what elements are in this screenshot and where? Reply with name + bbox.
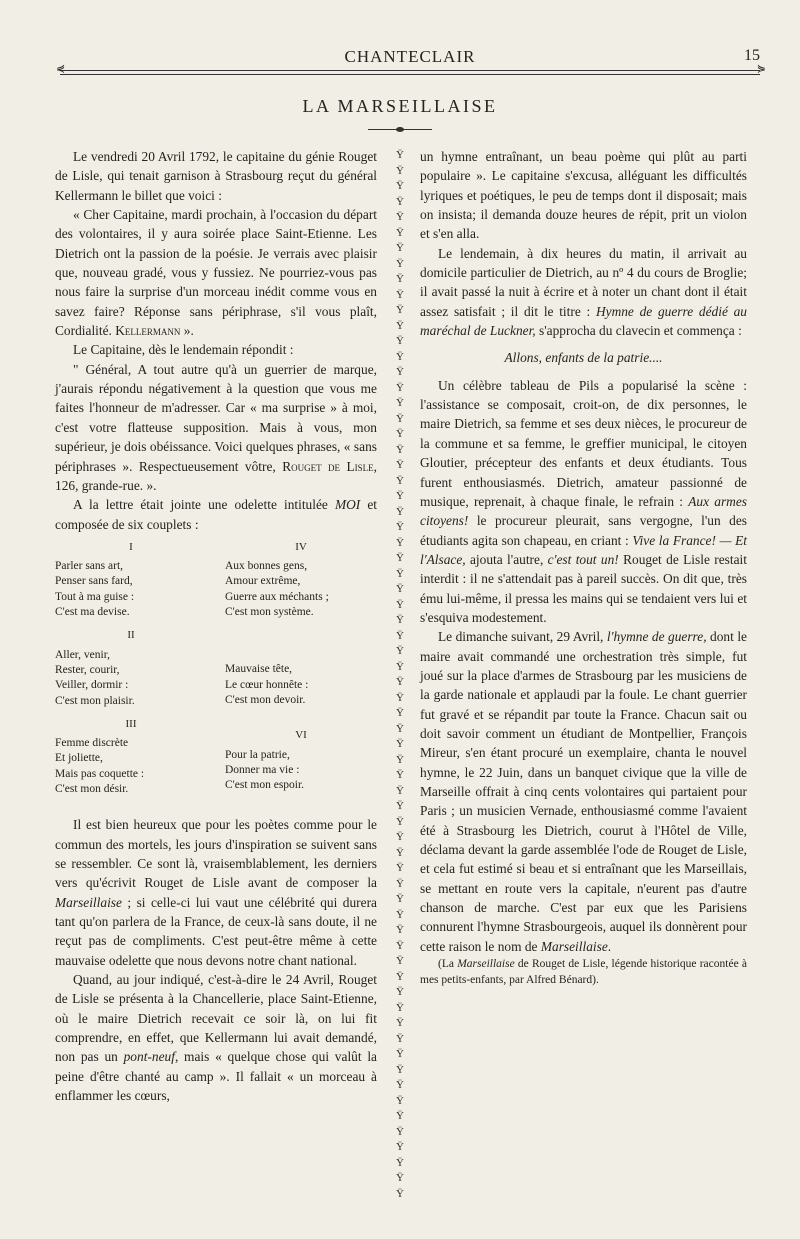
divider-ornament-icon: Ϋ xyxy=(396,583,404,595)
paragraph: Le Capitaine, dès le lendemain répondit : xyxy=(73,342,294,358)
divider-ornament-icon: Ϋ xyxy=(396,815,404,828)
divider-ornament-icon: Ϋ xyxy=(396,1079,404,1091)
divider-ornament-icon: Ϋ xyxy=(396,195,404,208)
column-divider xyxy=(394,148,406,1198)
divider-ornament-icon: Ϋ xyxy=(396,459,404,471)
article-title: LA MARSEILLAISE xyxy=(302,96,498,116)
signature-kellermann: Kellermann xyxy=(115,323,181,339)
divider-ornament-icon: Ϋ xyxy=(396,149,404,161)
divider-ornament-icon: Ϋ xyxy=(396,304,404,316)
paragraph: « Cher Capitaine, mardi prochain, à l'occasion du départ des volontaires, il y aura soirée place Saint-Etienne. Les Dietrich ont la passion de la poésie. Je verrais avec plaisir que, nouveau gradé, vous y fussiez. Ne pourriez-vous pas nous faire la surprise d'un morceau inédit comme vous en savez faire? Réponse sans périphrase, s'il vous plaît, Cordialité. Kellermann ». xyxy=(55,207,377,339)
divider-ornament-icon: Ϋ xyxy=(396,955,404,967)
stanza: III Femme discrète Et joliette, Mais pas coquette : C'est mon désir. xyxy=(55,717,145,796)
divider-ornament-icon: Ϋ xyxy=(396,784,404,797)
divider-ornament-icon: Ϋ xyxy=(396,738,404,750)
divider-ornament-icon: Ϋ xyxy=(396,691,404,704)
divider-ornament-icon: Ϋ xyxy=(396,862,404,874)
paragraph: " Général, A tout autre qu'à un guerrier de marque, j'aurais répondu négativement à la question que vous me faites l'honneur de m'adresser. Car « ma surprise » à moi, c'est votre flatteuse supposition. Mais à vous, mon supérieur, je dois obéissance. Voici quelques phrases, « sans périphrases ». Respectueusement vôtre, Rouget de Lisle, 126, grande-rue. ». xyxy=(55,361,377,493)
divider-ornament-icon: Ϋ xyxy=(396,273,404,285)
divider-ornament-icon: Ϋ xyxy=(396,257,404,270)
divider-ornament-icon: Ϋ xyxy=(396,443,404,456)
divider-ornament-icon: Ϋ xyxy=(396,707,404,719)
magazine-title: CHANTECLAIR xyxy=(344,47,476,66)
running-header xyxy=(56,47,766,77)
divider-ornament-icon: Ϋ xyxy=(396,939,404,952)
left-column xyxy=(55,147,377,1105)
poem-column-right xyxy=(225,540,377,805)
divider-ornament-icon: Ϋ xyxy=(396,722,404,735)
divider-ornament-icon: Ϋ xyxy=(396,536,404,549)
divider-ornament-icon: Ϋ xyxy=(396,676,404,688)
divider-ornament-icon: Ϋ xyxy=(396,552,404,564)
page-number: 15 xyxy=(744,47,760,64)
divider-ornament-icon: Ϋ xyxy=(396,490,404,502)
divider-ornament-icon: Ϋ xyxy=(396,505,404,518)
paragraph: Il est bien heureux que pour les poètes comme pour le commun des mortels, les jours d'inspiration se suivent sans se ressembler. Ce sont là, vraisemblablement, les derniers vers qu'écrivit Rouget de Lisle avant de composer la Marseillaise ; si celle-ci lui vaut une célébrité qui durera tant qu'on parlera de la France, de ceux-là sans doute, il ne reçut pas de compliments. C'est peut-être même à cette mauvaise odelette que nous devons notre chant national. xyxy=(55,817,377,968)
right-column xyxy=(420,147,747,988)
divider-ornament-icon: Ϋ xyxy=(396,226,404,239)
divider-ornament-icon: Ϋ xyxy=(396,319,404,332)
paragraph: A la lettre était jointe une odelette intitulée MOI et composée de six couplets : xyxy=(55,497,378,532)
divider-ornament-icon: Ϋ xyxy=(396,1017,404,1029)
divider-ornament-icon: Ϋ xyxy=(396,629,404,642)
divider-ornament-icon: Ϋ xyxy=(396,908,404,921)
divider-ornament-icon: Ϋ xyxy=(396,335,404,347)
paragraph: Le lendemain, à dix heures du matin, il arrivait au domicile particulier de Dietrich, au nº 4 du cours de Broglie; il avait passé la nuit à écrire et à noter un chant dont il était assez satisfait ; il dit le titre : Hymne de guerre dédié au maréchal de Luckner, s'approcha du clavecin et commença : xyxy=(420,245,748,339)
divider-ornament-icon: Ϋ xyxy=(396,366,404,378)
rule-ornament-right-icon: ⋟ xyxy=(756,63,766,75)
divider-ornament-icon: Ϋ xyxy=(396,381,404,394)
stanza: VI Pour la patrie, Donner ma vie : C'est mon espoir. xyxy=(225,729,307,792)
poem-column-left xyxy=(55,540,207,805)
divider-ornament-icon: Ϋ xyxy=(396,893,404,905)
divider-ornament-icon: Ϋ xyxy=(396,769,404,781)
divider-ornament-icon: Ϋ xyxy=(396,598,404,611)
divider-ornament-icon: Ϋ xyxy=(396,1110,404,1122)
divider-ornament-icon: Ϋ xyxy=(396,242,404,254)
divider-ornament-icon: Ϋ xyxy=(396,1172,404,1184)
rule-ornament-left-icon: ⋞ xyxy=(56,63,66,75)
divider-ornament-icon: Ϋ xyxy=(396,986,404,998)
title-ornament xyxy=(368,127,432,132)
paragraph: un hymne entraînant, un beau poème qui plût au parti populaire ». Le capitaine s'excusa, alléguant les difficultés lyriques et poétiques, le peu de temps dont il disposait; mais on insista; il demanda douze heures de répit, prit un violon et s'en alla. xyxy=(420,149,747,242)
divider-ornament-icon: Ϋ xyxy=(396,877,404,890)
paragraph: Le vendredi 20 Avril 1792, le capitaine du génie Rouget de Lisle, qui tenait garnison à Strasbourg reçut du général Kellermann le billet que voici : xyxy=(55,149,377,203)
divider-ornament-icon: Ϋ xyxy=(396,1094,404,1107)
divider-ornament-icon: Ϋ xyxy=(396,1063,404,1076)
divider-ornament-icon: Ϋ xyxy=(396,1187,404,1198)
header-rule xyxy=(60,70,760,75)
divider-ornament-icon: Ϋ xyxy=(396,164,404,177)
paragraph: Le dimanche suivant, 29 Avril, l'hymne de guerre, dont le maire avait commandé une orchestration très simple, fut joué sur la place d'armes de Strasbourg par les musiciens de la garde nationale et applaudi par la foule. Le chant guerrier fut gravé et se répandit par toute la France. Chacun sait ou doit savoir comment un étudiant de Montpellier, François Mireur, s'en étant procuré un exemplaire, chanta le nouvel hymne, le 22 Juin, dans un banquet civique que la ville de Marseille offrait à cinq cents volontaires qui partaient pour Paris ; un musicien Vernade, enthousiasmé comme l'avaient été à Strasbourg les Dietrich, courut à l'Hôtel de Ville, déclama devant la garde assemblée l'ode de Rouget de Lisle, et cela fut estimé si beau et si entraînant que les Marseillais, se mettant en route vers la capitale, n'eurent pas d'autre chanson de marche. C'est par eux que les Parisiens connurent l'hymne Strasbourgeois, auquel ils donnèrent pour cette raison le nom de Marseillaise. xyxy=(420,629,747,954)
divider-ornament-icon: Ϋ xyxy=(396,567,404,580)
divider-ornament-icon: Ϋ xyxy=(396,846,404,859)
signature-rouget: Rouget de Lisle xyxy=(282,458,374,474)
divider-ornament-icon: Ϋ xyxy=(396,1048,404,1060)
divider-ornament-icon: Ϋ xyxy=(396,412,404,425)
divider-ornament-icon: Ϋ xyxy=(396,428,404,440)
song-incipit: Allons, enfants de la patrie.... xyxy=(504,350,663,366)
divider-ornament-icon: Ϋ xyxy=(396,1156,404,1169)
divider-ornament-icon: Ϋ xyxy=(396,1141,404,1153)
paragraph: Un célèbre tableau de Pils a popularisé la scène : l'assistance se composait, croit-on, de dix personnes, le maire Dietrich, sa femme et ses deux nièces, le procureur de la commune et sa femme, le greffier municipal, le citoyen Gloutier, précepteur des enfants et deux étudiants. Tous furent enthousiasmés. Dietrich, amateur passionné de musique, reprenait, à chaque finale, le refrain : Aux armes citoyens! le procureur pleurait, sans vergogne, l'un des étudiants agita son chapeau, en criant : Vive la France! — Et l'Alsace, ajouta l'autre, c'est tout un! Rouget de Lisle restait interdit : il ne s'attendait pas à pareil succès. On dit que, très ému lui-même, il pressa les mains qui se tendaient vers lui et s'esquiva modestement. xyxy=(420,377,747,625)
stanza: IV Aux bonnes gens, Amour extrême, Guerre aux méchants ; C'est mon système. xyxy=(225,540,329,619)
divider-ornament-icon: Ϋ xyxy=(396,1032,404,1045)
divider-ornament-icon: Ϋ xyxy=(396,831,404,843)
paragraph: Quand, au jour indiqué, c'est-à-dire le 24 Avril, Rouget de Lisle se présenta à la Chancellerie, place Saint-Etienne, où le maire Dietrich recevait ce soir là, on lui fit comprendre, en effet, que Kellermann lui avait demandé, non pas un pont-neuf, mais « quelque chose qui valût la peine d'être chanté au camp ». Il fallait « un morceau à enflammer les cœurs, xyxy=(55,972,377,1104)
divider-ornament-icon: Ϋ xyxy=(396,970,404,983)
divider-ornament-icon: Ϋ xyxy=(396,350,404,363)
divider-ornament-icon: Ϋ xyxy=(396,753,404,766)
divider-ornament-icon: Ϋ xyxy=(396,180,404,192)
divider-ornament-icon: Ϋ xyxy=(396,1001,404,1014)
stanza: II Aller, venir, Rester, courir, Veiller, dormir : C'est mon plaisir. xyxy=(55,629,135,707)
divider-ornament-icon: Ϋ xyxy=(396,924,404,936)
divider-ornament-icon: Ϋ xyxy=(396,397,404,409)
divider-ornament-icon: Ϋ xyxy=(396,288,404,301)
divider-ornament-icon: Ϋ xyxy=(396,474,404,487)
divider-ornament-icon: Ϋ xyxy=(396,645,404,657)
divider-ornament-icon: Ϋ xyxy=(396,1125,404,1138)
divider-ornament-icon: Ϋ xyxy=(396,614,404,626)
stanza: I Parler sans art, Penser sans fard, Tout à ma guise : C'est ma devise. xyxy=(55,540,135,619)
poem-moi xyxy=(55,540,377,805)
divider-ornament-icon: Ϋ xyxy=(396,521,404,533)
stanza: Mauvaise tête, Le cœur honnête : C'est mon devoir. xyxy=(225,663,309,706)
divider-ornament-icon: Ϋ xyxy=(396,800,404,812)
divider-ornament-icon: Ϋ xyxy=(396,660,404,673)
divider-ornament-icon: Ϋ xyxy=(396,211,404,223)
source-note: (La Marseillaise de Rouget de Lisle, légende historique racontée à mes petits-enfants, par Alfred Bénard). xyxy=(420,958,747,987)
